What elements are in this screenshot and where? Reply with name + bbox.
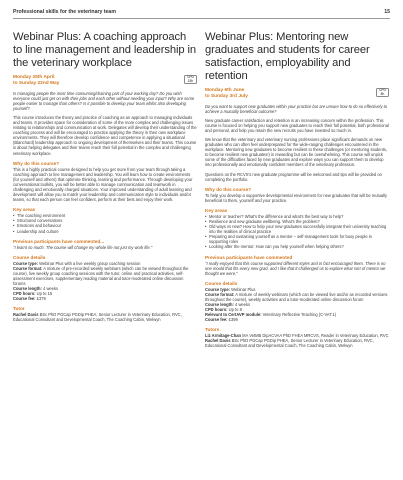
detail-row: Course type: Webinar Plus with a live weekly group coaching session — [13, 260, 141, 266]
course-description: New graduate career satisfaction and retention is an increasing concern within the profession. This course is focused on helping you support new graduates to reach their full potential, both professional and personal, and help you retain the new recruits you have invested so much in. — [205, 118, 389, 134]
tutor-heading: Tutors — [205, 327, 220, 332]
course-details-heading: Course details — [13, 254, 46, 260]
course-details-heading: Course details — [205, 280, 238, 286]
participant-quote: "I learnt so much. The course will change my whole life not just my work life." — [13, 244, 153, 250]
list-item: • Leadership and culture — [13, 229, 197, 234]
course-dates: Monday 6th June to Sunday 3rd July — [205, 88, 248, 99]
cpd-hours-icon: CPD 8h — [376, 88, 389, 97]
course-title: Webinar Plus: Mentoring new graduates and students for career satisfaction, employability and retention — [205, 31, 370, 82]
detail-row: Course length: 4 weeks — [13, 285, 59, 291]
tutor-entry: Liz Armitage-Chan MA VetMB DipACVAA PhD FHEA MRCVS, Reader in Veterinary Education, RVC — [205, 333, 389, 338]
header-divider — [13, 18, 390, 19]
detail-row: CPD hours: Up to 15 — [13, 290, 53, 296]
previous-participants-heading: Previous participants have commented... — [13, 238, 105, 244]
list-item: • Emotions and behaviour — [13, 223, 197, 228]
course-coaching-column — [13, 31, 197, 322]
course-mentoring-column — [205, 31, 389, 348]
detail-row: Course length: 4 weeks — [205, 301, 251, 307]
detail-row: Relevant to CertAVP module: Veterinary Reflective Teaching (C-VAT.1) — [205, 311, 337, 317]
course-details — [13, 261, 197, 301]
list-item: • Resilience and new graduate wellbeing. What's the problem? — [205, 219, 389, 224]
list-item: • Old ways vs new? How to help your new graduates successfully integrate their university teaching into the realities of clinical practice — [205, 224, 389, 234]
course-description: Questions on the RCVS's new graduate programme will be welcomed and tips will be provided on completing the portfolio. — [205, 171, 382, 182]
why-text: To help you develop a supportive developmental environment for new graduates that will be mutually beneficial to them, yourself and your practice. — [205, 192, 388, 203]
key-areas-list — [205, 214, 389, 249]
previous-participants-heading: Previous participants have commented — [205, 254, 293, 260]
course-dates-row — [205, 88, 389, 100]
key-areas-list — [13, 213, 197, 233]
list-item: • The coaching environment — [13, 213, 197, 218]
intro-text: Do you want to support new graduates within your practice but are unsure how to do so effectively to achieve a mutually beneficial outcome? — [205, 104, 388, 115]
participant-quote: "I really enjoyed that this course supported different styles and in fact encouraged them. There is no one mould that fits every new grad, and I like that it challenged us to explore what sort of mentor we thought we were." — [205, 260, 386, 276]
key-areas-heading: Key areas — [13, 206, 36, 212]
list-item: • Mentor or teacher? What's the difference and what's the best way to help? — [205, 214, 389, 219]
tutor-entry: Rachel Davis BSc PhD PGCap PGDip PHEA, Senior Lecturer in Veterinary Education, RVC, Educational Consultant and Developmental Coach, The Coaching Cabin, Welwyn — [13, 312, 182, 323]
detail-row: Course fee: £399 — [205, 316, 238, 322]
detail-row: Course format: A mixture of weekly webinars (which can be viewed live and/or as recorded versions throughout the course), weekly activities and a tutor-moderated online discussion forum — [205, 291, 388, 302]
why-heading: Why do this course? — [13, 160, 60, 166]
intro-text: Is managing people the most time consuming/draining part of your working day? Do you wish everyone could just get on with their jobs and each other without needing your input? Why are some people easier to manage than others? Is it possible to develop your team whilst also developing yourself? — [13, 91, 195, 112]
detail-row: Course type: Webinar Plus — [205, 286, 256, 292]
page-number: 15 — [384, 9, 390, 15]
course-description: We know that the veterinary and veterinary nursing professions place significant demands on new graduates who can often feel underprepared for the wide-ranging challenges encountered in the workplace. Mentoring new graduates to become resilient to these challenges (or mentoring students, to become resilient new graduates!) is rewarding but can be overwhelming. This course will unpick some of the difficulties faced by new graduates and explore ways you can support them to develop into professionally and emotionally confident members of the veterinary profession. — [205, 137, 388, 168]
course-details — [205, 287, 389, 322]
list-item: • Preparing and sustaining yourself as a mentor – self-management tools for busy people in supporting roles — [205, 234, 389, 244]
tutor-entry: Rachel Davis BSc PhD PGCap PGDip PHEA, Senior Lecturer in Veterinary Education, RVC, Educational Consultant and Developmental Coach, The Coaching Cabin, Welwyn — [205, 338, 374, 349]
cpd-hours-icon: CPD 15h — [184, 75, 197, 84]
tutor-heading: Tutor — [13, 306, 25, 311]
running-title: Professional skills for the veterinary team — [13, 9, 116, 15]
list-item: • Looking after the mentor: How can you help yourself when helping others? — [205, 244, 389, 249]
detail-row: CPD hours: Up to 8 — [205, 306, 242, 312]
why-text: This is a highly practical course designed to help you get more from your team through taking a coaching approach to line management and leadership. You will learn how to create environments (for yourself and others) that optimise thinking, learning and performance. Through developing your conversational toolkits, you will be better able to manage communication and teamwork in challenging and emotionally charged situations. Your improved understanding of adult learning and development will allow you to match your leadership and communication style to individuals and/or teams, so that each person can feel confident, perform at their best and enjoy their work. — [13, 166, 193, 202]
page-header — [13, 6, 390, 18]
detail-row: Course fee: £379 — [13, 295, 46, 301]
list-item: • Structured conversations — [13, 218, 197, 223]
course-title: Webinar Plus: A coaching approach to line management and leadership in the veterinary workplace — [13, 31, 196, 69]
course-dates: Monday 25th April to Sunday 22nd May — [13, 75, 60, 86]
why-heading: Why do this course? — [205, 186, 252, 192]
detail-row: Course format: A mixture of pre-recorded weekly webinars (which can be viewed throughout the course), live weekly group coaching sessions with the tutor, online and practical activities, self-assessment exercises, supplementary reading material and tutor-moderated online discussion forums — [13, 265, 189, 286]
key-areas-heading: Key areas — [205, 207, 228, 213]
course-dates-row — [13, 75, 197, 87]
course-description: This course introduces the theory and practice of coaching as an approach to managing individuals and teams. It provides space for consideration of some of the more complex and challenging issues relating to relationships and communication at work. Delegates will develop their understanding of the coaching process and will be encouraged to practice applying the theory in their own workplace environments. They will therefore develop confidence and competence in applying a situational (Blanchard) leadership approach to ongoing development of themselves and their teams. This course is about helping delegates and their teams reach their full potential in the complex and challenging veterinary workplace. — [13, 115, 197, 156]
